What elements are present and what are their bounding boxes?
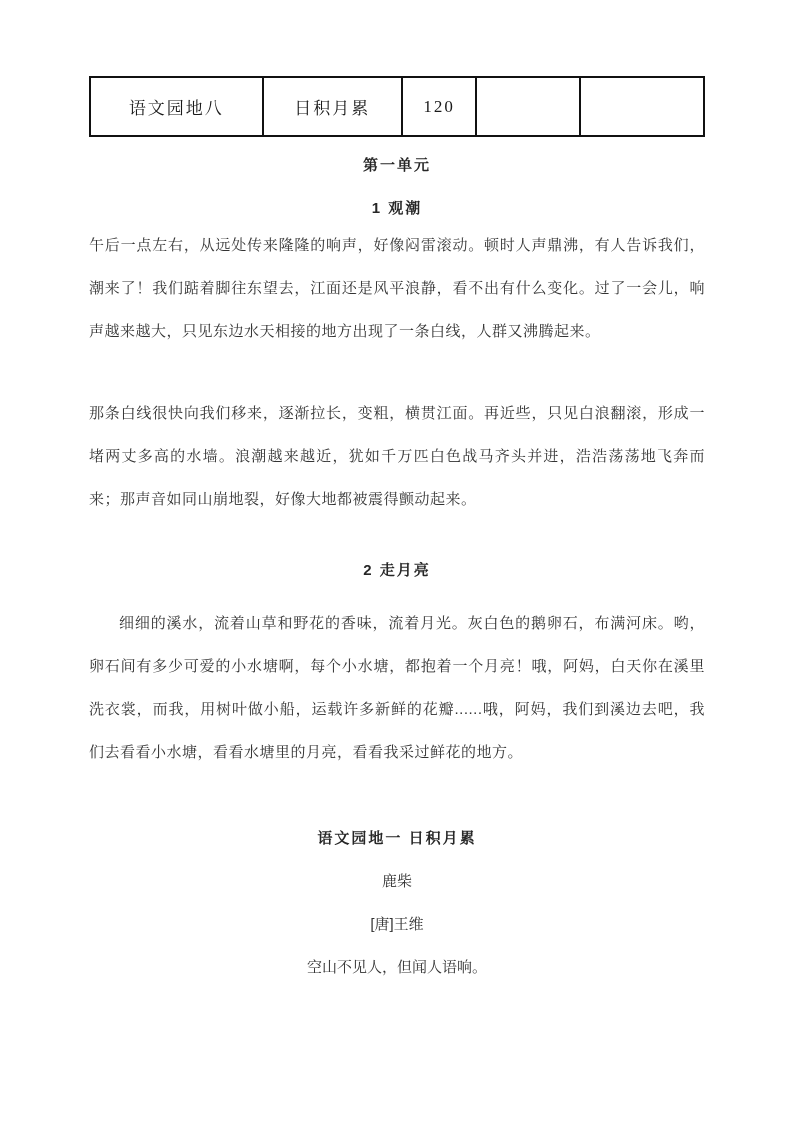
poem-line-1: 空山不见人，但闻人语响。 bbox=[306, 959, 487, 976]
unit-heading: 第一单元 bbox=[362, 157, 431, 174]
table-cell-empty-1 bbox=[476, 77, 580, 136]
lesson1-paragraph-2: 那条白线很快向我们移来，逐渐拉长，变粗，横贯江面。再近些，只见白浪翻滚，形成一堵两丈多高的水墙。浪潮越来越近，犹如千万匹白色战马齐头并进，浩浩荡荡地飞奔而来；那声音如同山崩地裂，好像大地都被震得颤动起来。 bbox=[89, 405, 705, 508]
poem-author: [唐]王维 bbox=[370, 916, 424, 933]
table-cell-section: 日积月累 bbox=[263, 77, 402, 136]
table-cell-title: 语文园地八 bbox=[90, 77, 263, 136]
table-cell-empty-2 bbox=[580, 77, 704, 136]
table-row bbox=[90, 77, 704, 136]
garden-heading: 语文园地一 日积月累 bbox=[317, 830, 477, 847]
poem-title: 鹿柴 bbox=[381, 873, 412, 890]
lesson1-heading: 1 观潮 bbox=[371, 200, 423, 217]
lesson1-paragraph-1: 午后一点左右，从远处传来隆隆的响声，好像闷雷滚动。顿时人声鼎沸，有人告诉我们，潮来了！我们踮着脚往东望去，江面还是风平浪静，看不出有什么变化。过了一会儿，响声越来越大，只见东边水天相接的地方出现了一条白线，人群又沸腾起来。 bbox=[89, 237, 705, 340]
header-table bbox=[89, 76, 705, 137]
lesson2-paragraph: 细细的溪水，流着山草和野花的香味，流着月光。灰白色的鹅卵石，布满河床。哟，卵石间有多少可爱的小水塘啊，每个小水塘，都抱着一个月亮！哦，阿妈，白天你在溪里洗衣裳，而我，用树叶做小船，运载许多新鲜的花瓣......哦，阿妈，我们到溪边去吧，我们去看看小水塘，看看水塘里的月亮，看看我采过鲜花的地方。 bbox=[89, 615, 705, 761]
table-cell-page-number: 120 bbox=[402, 77, 477, 136]
lesson2-heading: 2 走月亮 bbox=[363, 562, 431, 579]
